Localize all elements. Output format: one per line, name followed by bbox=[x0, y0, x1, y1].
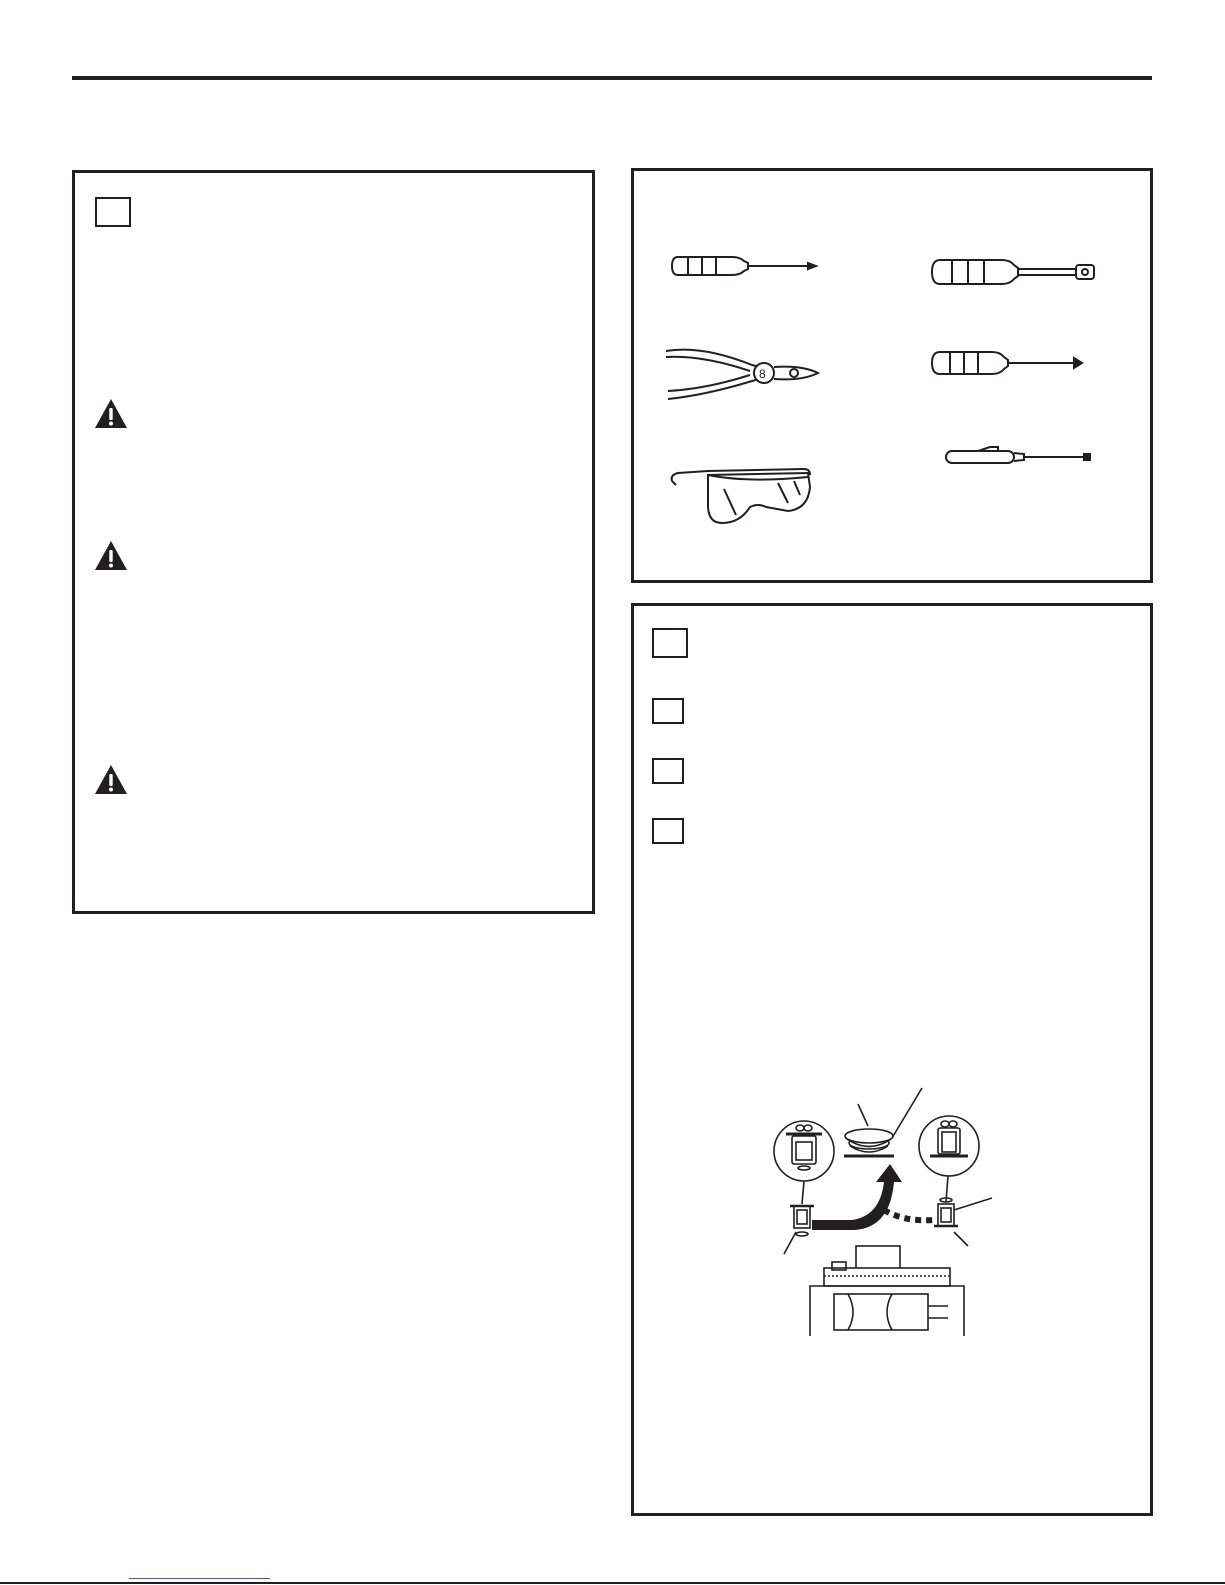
flat-blade-screwdriver-icon bbox=[944, 445, 1094, 467]
phillips-screwdriver-icon bbox=[670, 253, 820, 279]
step-checkbox bbox=[652, 698, 684, 724]
safety-panel bbox=[72, 170, 595, 914]
footer-rule bbox=[0, 1582, 1225, 1584]
svg-text:8: 8 bbox=[759, 367, 766, 381]
step-checkbox bbox=[652, 758, 684, 784]
step-checkbox bbox=[652, 628, 688, 658]
steps-panel bbox=[631, 603, 1153, 1516]
step-checkbox bbox=[95, 197, 131, 227]
header-rule bbox=[72, 76, 1152, 80]
warning-triangle-icon bbox=[93, 763, 129, 796]
pliers-icon bbox=[662, 343, 822, 403]
warning-triangle-icon bbox=[93, 539, 129, 572]
torx-screwdriver-icon bbox=[930, 349, 1090, 377]
tools-panel bbox=[631, 168, 1153, 583]
safety-glasses-icon bbox=[668, 459, 818, 531]
valve-replacement-diagram bbox=[772, 1086, 1012, 1336]
warning-triangle-icon bbox=[93, 397, 129, 430]
step-checkbox bbox=[652, 818, 684, 844]
footer-link-underline bbox=[129, 1578, 270, 1579]
nut-driver-icon bbox=[930, 257, 1100, 287]
